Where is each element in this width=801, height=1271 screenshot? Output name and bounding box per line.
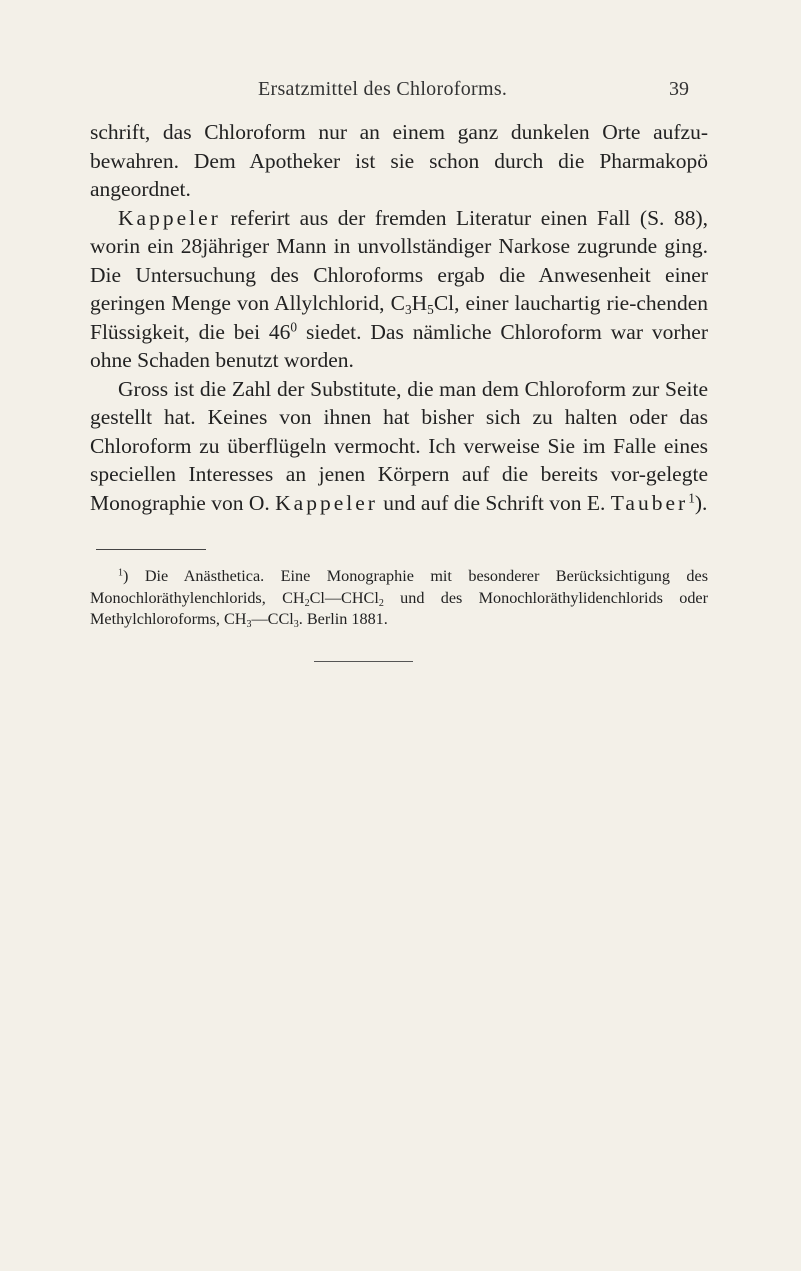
paragraph-1-text: schrift, das Chloroform nur an einem ganz dunkelen Orte aufzu-bewahren. Dem Apotheker ist sie schon durch die Pharmakopö angeordnet.: [90, 120, 708, 201]
main-text: [90, 118, 708, 517]
formula-h: H: [411, 291, 428, 315]
running-header: [0, 78, 801, 108]
footnote-separator: [96, 549, 206, 550]
section-end-rule: [314, 661, 413, 662]
paragraph-3-text-b: und auf die Schrift von E.: [377, 490, 611, 515]
footnote-reference: 1: [688, 490, 695, 506]
running-title: Ersatzmittel des Chloroforms.: [258, 78, 508, 100]
degree-mark: 0: [290, 319, 298, 335]
author-name-kappeler-2: Kappeler: [275, 490, 378, 515]
footnote-text-d: —CCl: [251, 610, 294, 628]
paragraph-2-text-c: siedet. Das nämliche Chloroform war vorher ohne Schaden benutzt worden.: [90, 319, 708, 372]
paragraph-3-text-c: ).: [694, 490, 708, 515]
footnote-text-a: ) Die Anästhetica. Eine Monographie mit besonderer Berücksichtigung des Monochloräthylenchlorids, CH: [90, 567, 708, 607]
paragraph-3: [90, 375, 708, 518]
paragraph-2-text-a: referirt aus der fremden Literatur einen Fall (S. 88), worin ein 28jähriger Mann in unvollständiger Narkose zugrunde ging. Die Untersuchung des Chloroforms ergab die Anwesenheit einer geringen Menge von Allylchlorid, C: [90, 205, 708, 315]
page-number: 39: [669, 78, 689, 100]
footnote: [90, 566, 708, 631]
footnote-text-e: . Berlin 1881.: [298, 610, 388, 628]
footnote-subscript: 3: [246, 619, 252, 630]
footnote-text: [90, 566, 708, 631]
subscript-5: 5: [427, 301, 434, 317]
footnote-subscript: 3: [293, 619, 299, 630]
author-name-kappeler: Kappeler: [118, 205, 221, 230]
paragraph-2: [90, 204, 708, 375]
paragraph-3-text-a: Gross ist die Zahl der Substitute, die man dem Chloroform zur Seite gestellt hat. Keines von ihnen hat bisher sich zu halten oder das Chloroform zu überflügeln vermocht. Ich verweise Sie im Falle eines speciellen Interesses an jenen Körpern auf die bereits vor-gelegte Monographie von O.: [90, 376, 708, 515]
footnote-subscript: 2: [304, 597, 310, 609]
paragraph-1: [90, 118, 708, 204]
footnote-text-b: Cl—CHCl: [309, 588, 379, 607]
subscript-3: 3: [404, 301, 412, 317]
footnote-text-c: und des Monochloräthylidenchlorids oder Methylchloroforms, CH: [90, 588, 708, 628]
author-name-tauber: Tauber: [610, 490, 689, 515]
footnote-mark: 1: [118, 567, 124, 579]
paragraph-2-text-b: Cl, einer lauchartig rie-chenden Flüssigkeit, die bei 46: [90, 291, 708, 344]
footnote-subscript: 2: [378, 597, 384, 609]
